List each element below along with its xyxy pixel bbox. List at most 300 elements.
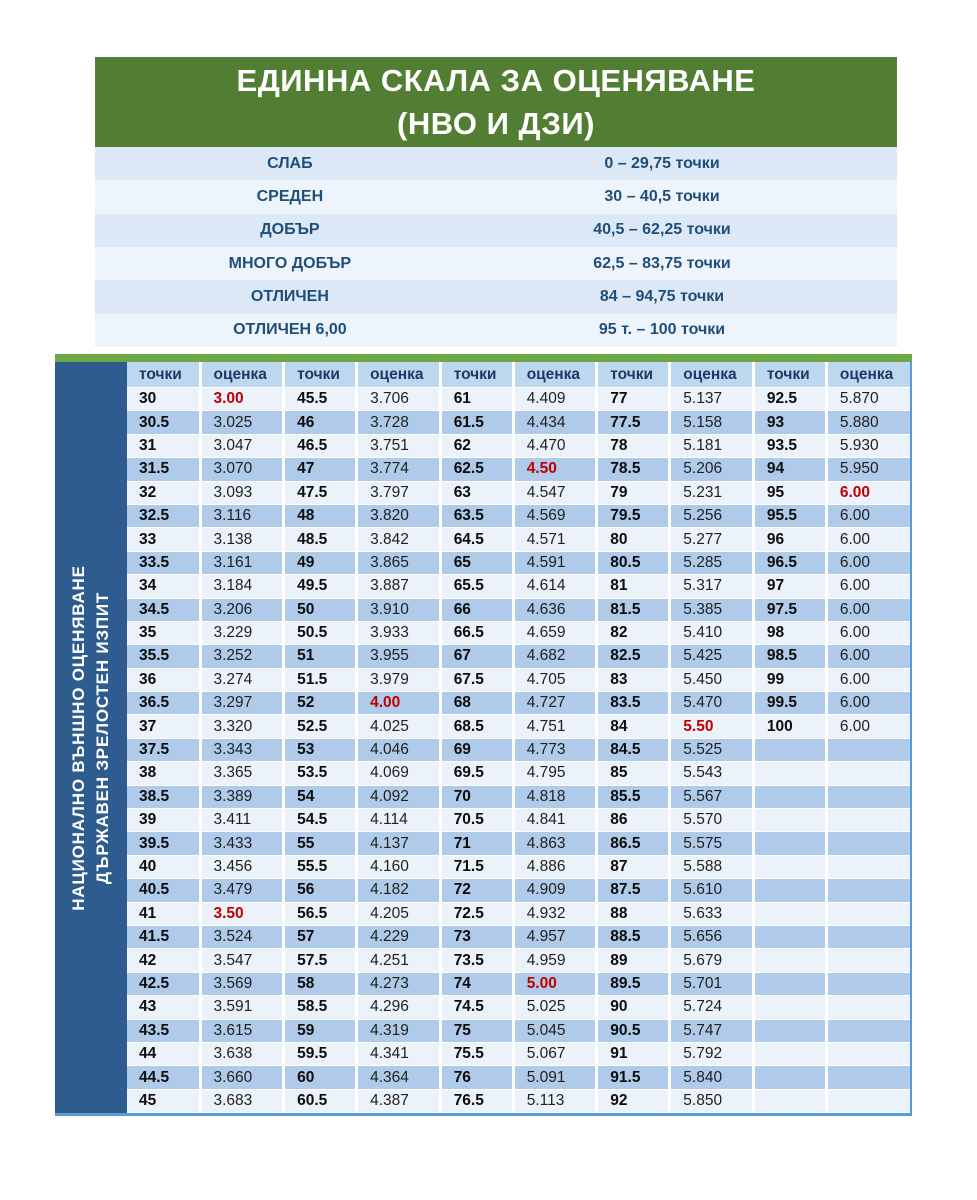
grade-cell: 4.909 [513,879,597,902]
category-row [95,314,897,347]
points-cell: 54 [284,785,357,808]
points-cell [753,1089,826,1112]
score-row [127,879,910,902]
points-cell: 33.5 [127,551,200,574]
points-cell: 98 [753,621,826,644]
grade-cell: 4.137 [357,832,441,855]
grade-cell: 5.425 [670,645,754,668]
grade-cell: 4.636 [513,598,597,621]
grade-cell: 3.070 [200,458,284,481]
points-cell [753,1019,826,1042]
grade-cell: 4.50 [513,458,597,481]
grade-cell: 3.320 [200,715,284,738]
grade-cell: 3.411 [200,809,284,832]
points-cell: 58 [284,972,357,995]
grade-cell: 5.588 [670,855,754,878]
points-cell: 70 [440,785,513,808]
points-cell: 51 [284,645,357,668]
points-cell: 66.5 [440,621,513,644]
grade-cell: 4.160 [357,855,441,878]
grade-cell: 6.00 [826,575,910,598]
grade-cell: 5.158 [670,411,754,434]
grade-cell: 3.910 [357,598,441,621]
score-row [127,645,910,668]
grade-cell: 5.880 [826,411,910,434]
grade-cell: 4.659 [513,621,597,644]
title-line2: (НВО И ДЗИ) [397,106,595,141]
points-cell: 41 [127,902,200,925]
points-cell: 32.5 [127,504,200,527]
points-cell: 43.5 [127,1019,200,1042]
grade-cell: 3.774 [357,458,441,481]
points-cell: 93 [753,411,826,434]
points-cell: 53.5 [284,762,357,785]
points-cell: 39 [127,809,200,832]
grade-cell: 4.364 [357,1066,441,1089]
points-cell [753,1066,826,1089]
points-cell: 81.5 [597,598,670,621]
points-cell: 85 [597,762,670,785]
sidebar [55,362,127,1113]
points-cell: 34 [127,575,200,598]
grade-cell: 5.025 [513,996,597,1019]
points-cell: 43 [127,996,200,1019]
points-cell: 81 [597,575,670,598]
score-header-row [127,362,910,388]
score-row [127,481,910,504]
points-cell: 91.5 [597,1066,670,1089]
points-cell: 97.5 [753,598,826,621]
grade-cell: 6.00 [826,481,910,504]
points-cell: 62.5 [440,458,513,481]
points-cell: 84 [597,715,670,738]
grade-cell: 4.886 [513,855,597,878]
score-row [127,458,910,481]
grade-cell: 3.955 [357,645,441,668]
score-row [127,411,910,434]
score-row [127,1042,910,1065]
points-cell: 84.5 [597,738,670,761]
points-cell: 55 [284,832,357,855]
grade-cell: 5.470 [670,692,754,715]
score-row [127,668,910,691]
grade-cell: 4.571 [513,528,597,551]
points-cell: 58.5 [284,996,357,1019]
points-cell: 67 [440,645,513,668]
points-cell: 41.5 [127,925,200,948]
points-cell: 95.5 [753,504,826,527]
points-cell: 45.5 [284,388,357,411]
grade-cell: 5.840 [670,1066,754,1089]
grade-cell: 4.569 [513,504,597,527]
points-cell: 49.5 [284,575,357,598]
points-cell: 60.5 [284,1089,357,1112]
grade-cell: 4.319 [357,1019,441,1042]
score-row [127,434,910,457]
points-cell: 50 [284,598,357,621]
grade-cell: 3.979 [357,668,441,691]
grade-cell: 4.341 [357,1042,441,1065]
points-cell: 31.5 [127,458,200,481]
grade-cell: 3.50 [200,902,284,925]
grade-cell: 4.682 [513,645,597,668]
grade-cell: 3.389 [200,785,284,808]
points-cell: 61.5 [440,411,513,434]
grade-cell: 6.00 [826,551,910,574]
grade-cell: 6.00 [826,621,910,644]
points-cell: 37 [127,715,200,738]
points-cell [753,785,826,808]
points-cell [753,832,826,855]
points-cell: 47 [284,458,357,481]
grade-cell: 5.410 [670,621,754,644]
points-cell: 99 [753,668,826,691]
points-cell: 98.5 [753,645,826,668]
points-cell: 62 [440,434,513,457]
points-cell: 37.5 [127,738,200,761]
grade-cell: 5.00 [513,972,597,995]
grade-cell: 4.841 [513,809,597,832]
grade-cell: 4.434 [513,411,597,434]
points-cell: 61 [440,388,513,411]
score-row [127,692,910,715]
category-label: МНОГО ДОБЪР [228,254,352,272]
grade-cell: 5.950 [826,458,910,481]
points-cell: 31 [127,434,200,457]
points-cell: 83 [597,668,670,691]
points-cell [753,902,826,925]
grade-cell [826,902,910,925]
points-cell [753,809,826,832]
grade-cell: 3.229 [200,621,284,644]
points-cell: 92.5 [753,388,826,411]
points-cell: 96.5 [753,551,826,574]
points-cell: 35.5 [127,645,200,668]
grade-cell: 3.887 [357,575,441,598]
grade-cell [826,972,910,995]
points-header: точки [284,362,357,388]
grade-cell: 5.137 [670,388,754,411]
category-row [95,214,897,247]
grade-cell: 3.365 [200,762,284,785]
grade-cell [826,762,910,785]
score-row [127,855,910,878]
score-row [127,715,910,738]
points-cell: 54.5 [284,809,357,832]
grade-cell: 3.933 [357,621,441,644]
score-row [127,575,910,598]
points-cell: 76.5 [440,1089,513,1112]
grade-cell: 3.842 [357,528,441,551]
category-label: ДОБЪР [260,221,320,239]
grade-cell: 3.138 [200,528,284,551]
points-cell [753,1042,826,1065]
points-cell: 36 [127,668,200,691]
grade-cell: 5.850 [670,1089,754,1112]
score-row [127,1019,910,1042]
sidebar-line1: НАЦИОНАЛНО ВЪНШНО ОЦЕНЯВАНЕ [69,564,88,911]
points-cell: 60 [284,1066,357,1089]
grade-cell: 6.00 [826,668,910,691]
points-cell [753,855,826,878]
score-row [127,528,910,551]
grade-cell [826,1019,910,1042]
grade-cell: 4.182 [357,879,441,902]
points-cell: 63 [440,481,513,504]
grade-cell: 4.591 [513,551,597,574]
points-cell [753,738,826,761]
grade-cell: 3.252 [200,645,284,668]
grade-cell: 5.317 [670,575,754,598]
grade-cell: 4.818 [513,785,597,808]
score-table-container [55,362,912,1116]
grade-cell: 3.00 [200,388,284,411]
points-cell: 51.5 [284,668,357,691]
points-cell: 45 [127,1089,200,1112]
points-cell: 76 [440,1066,513,1089]
points-cell: 73.5 [440,949,513,972]
grade-cell: 4.092 [357,785,441,808]
points-cell: 67.5 [440,668,513,691]
points-cell: 56.5 [284,902,357,925]
points-cell: 96 [753,528,826,551]
points-cell: 73 [440,925,513,948]
grade-cell [826,949,910,972]
points-cell: 72.5 [440,902,513,925]
grade-cell: 4.025 [357,715,441,738]
points-cell: 88.5 [597,925,670,948]
category-label: ОТЛИЧЕН 6,00 [233,321,347,339]
grade-cell: 4.00 [357,692,441,715]
points-cell [753,879,826,902]
grade-cell: 3.093 [200,481,284,504]
points-cell [753,996,826,1019]
score-row [127,1089,910,1112]
points-cell: 68.5 [440,715,513,738]
grade-cell: 3.591 [200,996,284,1019]
score-table [127,362,910,1113]
grade-cell: 4.547 [513,481,597,504]
grade-cell: 3.660 [200,1066,284,1089]
score-row [127,949,910,972]
grade-cell: 4.114 [357,809,441,832]
grade-cell: 4.773 [513,738,597,761]
points-cell: 99.5 [753,692,826,715]
category-range: 30 – 40,5 точки [604,187,720,205]
score-row [127,598,910,621]
points-cell: 91 [597,1042,670,1065]
grade-cell: 5.067 [513,1042,597,1065]
points-cell: 50.5 [284,621,357,644]
points-cell: 87.5 [597,879,670,902]
points-cell: 44.5 [127,1066,200,1089]
points-cell: 72 [440,879,513,902]
grade-cell: 3.706 [357,388,441,411]
points-header: точки [440,362,513,388]
points-cell: 97 [753,575,826,598]
points-cell: 34.5 [127,598,200,621]
grade-cell: 6.00 [826,645,910,668]
score-row [127,551,910,574]
category-range: 0 – 29,75 точки [604,154,720,172]
score-row [127,996,910,1019]
grade-cell: 3.569 [200,972,284,995]
points-cell: 74.5 [440,996,513,1019]
score-row [127,785,910,808]
grade-cell: 3.184 [200,575,284,598]
grade-cell: 5.091 [513,1066,597,1089]
grade-cell [826,855,910,878]
points-cell: 71 [440,832,513,855]
category-label: ОТЛИЧЕН [250,287,329,305]
points-cell: 89 [597,949,670,972]
score-row [127,1066,910,1089]
grade-cell: 3.820 [357,504,441,527]
grade-cell: 4.046 [357,738,441,761]
category-label: СЛАБ [267,154,313,172]
grade-cell: 6.00 [826,504,910,527]
grade-cell: 5.277 [670,528,754,551]
grade-cell: 5.385 [670,598,754,621]
grade-cell: 5.50 [670,715,754,738]
points-cell: 77.5 [597,411,670,434]
grade-cell [826,785,910,808]
points-cell: 52 [284,692,357,715]
points-cell: 38.5 [127,785,200,808]
grade-cell: 4.229 [357,925,441,948]
points-cell: 55.5 [284,855,357,878]
grade-cell: 5.525 [670,738,754,761]
points-cell: 78 [597,434,670,457]
points-cell: 65 [440,551,513,574]
points-cell: 53 [284,738,357,761]
score-row [127,738,910,761]
points-cell [753,925,826,948]
score-row [127,621,910,644]
grade-cell: 4.863 [513,832,597,855]
grade-cell: 3.297 [200,692,284,715]
points-cell [753,762,826,785]
grade-cell: 5.656 [670,925,754,948]
sidebar-vertical-text [67,565,115,911]
grade-categories-table [95,147,897,347]
grade-cell: 5.570 [670,809,754,832]
points-cell: 40 [127,855,200,878]
grade-header: оценка [670,362,754,388]
grade-cell [826,1042,910,1065]
title-banner [95,57,897,147]
grade-cell: 4.205 [357,902,441,925]
grade-cell: 4.751 [513,715,597,738]
grade-cell: 4.387 [357,1089,441,1112]
grade-header: оценка [357,362,441,388]
points-cell: 39.5 [127,832,200,855]
grade-cell: 4.409 [513,388,597,411]
grade-cell: 3.479 [200,879,284,902]
points-cell: 78.5 [597,458,670,481]
points-cell: 57.5 [284,949,357,972]
grade-cell: 3.161 [200,551,284,574]
grade-cell: 5.181 [670,434,754,457]
grade-cell: 3.206 [200,598,284,621]
grade-cell [826,738,910,761]
points-cell: 66 [440,598,513,621]
grade-cell: 3.865 [357,551,441,574]
points-cell: 68 [440,692,513,715]
points-cell: 100 [753,715,826,738]
grade-cell: 5.930 [826,434,910,457]
points-cell: 65.5 [440,575,513,598]
category-label: СРЕДЕН [256,187,324,205]
score-row [127,832,910,855]
grade-cell: 5.575 [670,832,754,855]
category-row [95,280,897,313]
grade-cell: 5.256 [670,504,754,527]
points-header: точки [127,362,200,388]
grade-cell: 5.610 [670,879,754,902]
points-header: точки [597,362,670,388]
points-header: точки [753,362,826,388]
grade-cell: 4.273 [357,972,441,995]
points-cell: 57 [284,925,357,948]
score-row [127,388,910,411]
points-cell: 80 [597,528,670,551]
green-divider [55,354,912,362]
grade-cell: 3.343 [200,738,284,761]
points-cell: 63.5 [440,504,513,527]
points-cell: 90 [597,996,670,1019]
grade-cell: 4.959 [513,949,597,972]
grade-cell: 5.701 [670,972,754,995]
grade-cell: 5.870 [826,388,910,411]
grade-cell: 4.932 [513,902,597,925]
grade-cell: 3.116 [200,504,284,527]
grade-cell: 3.728 [357,411,441,434]
grade-cell [826,1066,910,1089]
title-line1: ЕДИННА СКАЛА ЗА ОЦЕНЯВАНЕ [236,63,756,98]
points-cell: 69.5 [440,762,513,785]
points-cell: 79 [597,481,670,504]
grade-cell: 3.797 [357,481,441,504]
grade-cell: 3.524 [200,925,284,948]
grade-cell: 4.705 [513,668,597,691]
points-cell: 48.5 [284,528,357,551]
grade-cell: 5.679 [670,949,754,972]
points-cell: 49 [284,551,357,574]
points-cell: 74 [440,972,513,995]
grade-cell: 3.047 [200,434,284,457]
grade-cell [826,925,910,948]
points-cell: 35 [127,621,200,644]
grade-header: оценка [513,362,597,388]
grade-cell: 5.231 [670,481,754,504]
grade-cell: 4.614 [513,575,597,598]
grade-cell: 5.633 [670,902,754,925]
grade-cell [826,996,910,1019]
points-cell: 77 [597,388,670,411]
category-row [95,147,897,180]
grade-cell: 5.567 [670,785,754,808]
grade-cell: 5.113 [513,1089,597,1112]
grade-cell: 5.543 [670,762,754,785]
grade-cell: 4.727 [513,692,597,715]
grade-cell: 4.251 [357,949,441,972]
grade-cell: 5.792 [670,1042,754,1065]
grade-header: оценка [826,362,910,388]
category-range: 84 – 94,75 точки [599,287,725,305]
points-cell: 69 [440,738,513,761]
score-row [127,925,910,948]
